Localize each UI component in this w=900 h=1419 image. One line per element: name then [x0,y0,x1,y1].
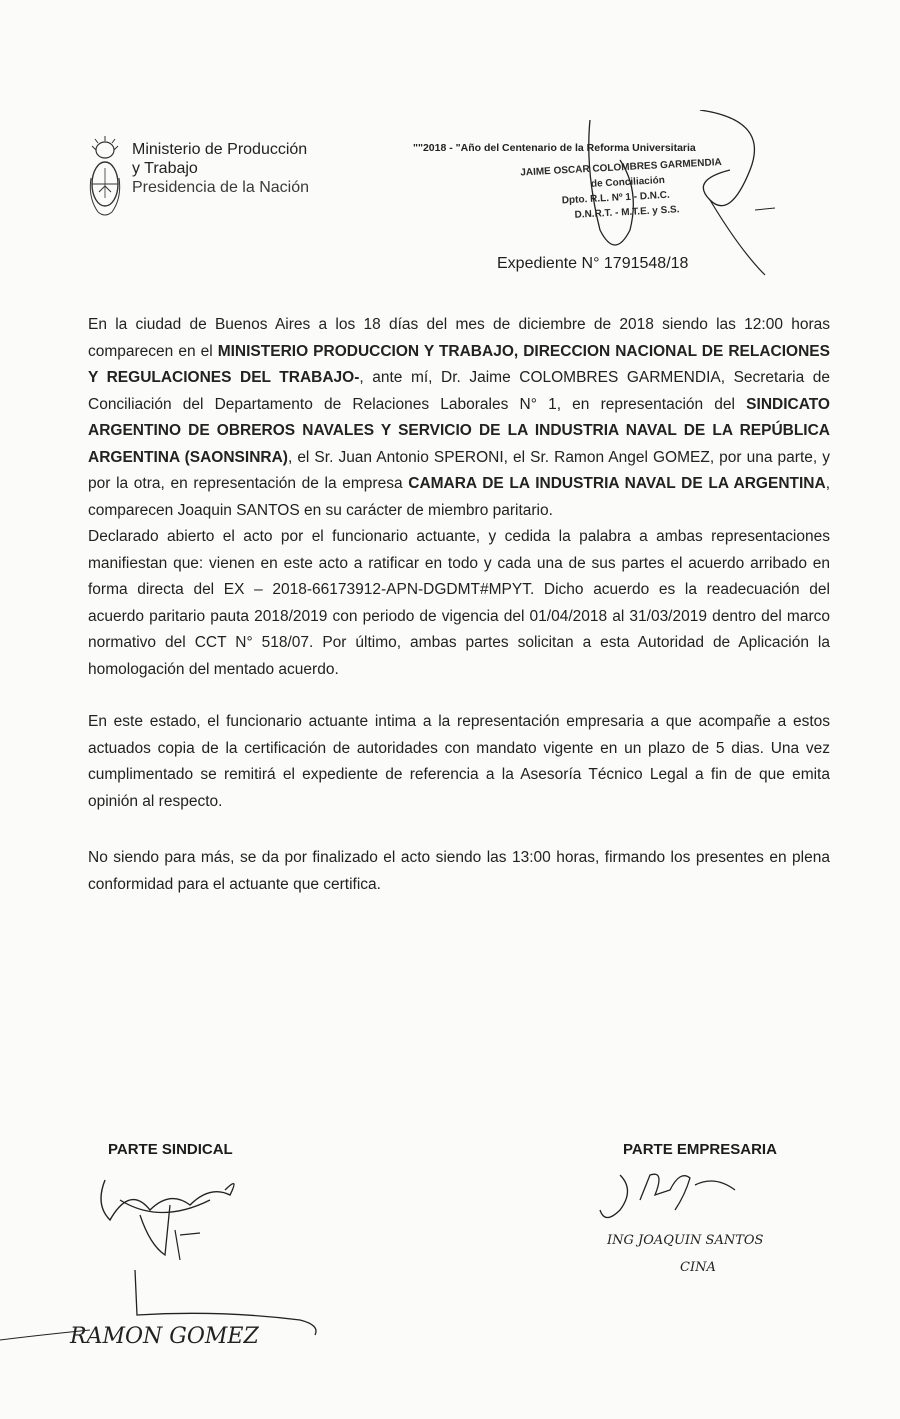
paragraph-request: En este estado, el funcionario actuante intima a la representación empresaria a que acompañe a estos actuados copia de la certificación de autoridades con mandato vigente en un plazo de 5 dias. Una vez cumplimentado se remitirá el expediente de referencia a la Asesoría Técnico Legal a fin de que emita opinión al respecto. [88,713,830,810]
company-bold: CAMARA DE LA INDUSTRIA NAVAL DE LA ARGENTINA [408,475,826,492]
paragraph-ratification: Declarado abierto el acto por el funcionario actuante, y cedida la palabra a ambas representaciones manifiestan que: vienen en este acto a ratificar en todo y cada una de sus partes el acuerdo arribado en forma directa del EX – 2018-66173912-APN-DGDMT#MPYT. Dicho acuerdo es la readecuación del acuerdo paritario pauta 2018/2019 con periodo de vigencia del 01/04/2018 al 31/03/2019 dentro del marco normativo del CCT N° 518/07. Por último, ambas partes solicitan a esta Autoridad de Aplicación la homologación del mentado acuerdo. [88,528,830,678]
paragraph-1-text-1: En la ciudad de Buenos Aires a los 18 días del mes de diciembre de 2018 siendo las 12:00 horas comparecen en el [88,316,830,360]
stamp-line-3: Dpto. R.L. Nº 1 - D.N.C. [561,189,671,207]
ministry-name [132,140,309,197]
coat-of-arms-icon [88,128,122,220]
minutes-body [88,312,830,898]
paragraph-closing: No siendo para más, se da por finalizado el acto siendo las 13:00 horas, firmando los presentes en plena conformidad para el actuante que certifica. [88,849,830,893]
paragraph-1-text-3: , el Sr. Juan Antonio SPERONI, el Sr. Ramon Angel GOMEZ, por una parte, y por la otra, en representación de la empresa [88,448,830,492]
letterhead [88,128,348,228]
ministry-line-1: Ministerio de Producción [132,141,308,158]
year-motto: ""2018 - "Año del Centenario de la Reforma Universitaria [413,142,696,154]
union-bold: SINDICATO ARGENTINO DE OBREROS NAVALES Y SERVICIO DE LA INDUSTRIA NAVAL DE LA REPÚBLICA ARGENTINA (SAONSINRA) [88,395,830,466]
union-signature-title: PARTE SINDICAL [108,1141,233,1158]
union-handwritten-name: RAMON GOMEZ [70,1324,259,1349]
company-signature-title: PARTE EMPRESARIA [623,1141,777,1158]
company-handwritten-org: CINA [680,1260,716,1275]
paragraph-1-text-4: , comparecen Joaquin SANTOS en su carácter de miembro paritario. [88,475,830,519]
ministry-bold: MINISTERIO PRODUCCION Y TRABAJO, DIRECCION NACIONAL DE RELACIONES Y REGULACIONES DEL TRABAJO- [88,342,830,386]
stamp-line-4: D.N.R.T. - M.T.E. y S.S. [574,204,680,221]
ministry-line-3: Presidencia de la Nación [132,179,309,196]
company-signature [595,1170,825,1290]
ministry-line-2: y Trabajo [132,160,198,177]
stamp-line-2: de Conciliación [590,174,666,190]
paragraph-appearance [88,312,830,524]
stamp-line-1: JAIME OSCAR COLOMBRES GARMENDIA [520,156,723,179]
company-handwritten-name: ING JOAQUIN SANTOS [607,1233,764,1248]
paragraph-1-text-2: , ante mí, Dr. Jaime COLOMBRES GARMENDIA, Secretaria de Conciliación del Departamento de Relaciones Laborales N° 1, en representación del [88,369,830,413]
case-number: Expediente N° 1791548/18 [497,255,689,272]
union-signature [0,1165,340,1405]
